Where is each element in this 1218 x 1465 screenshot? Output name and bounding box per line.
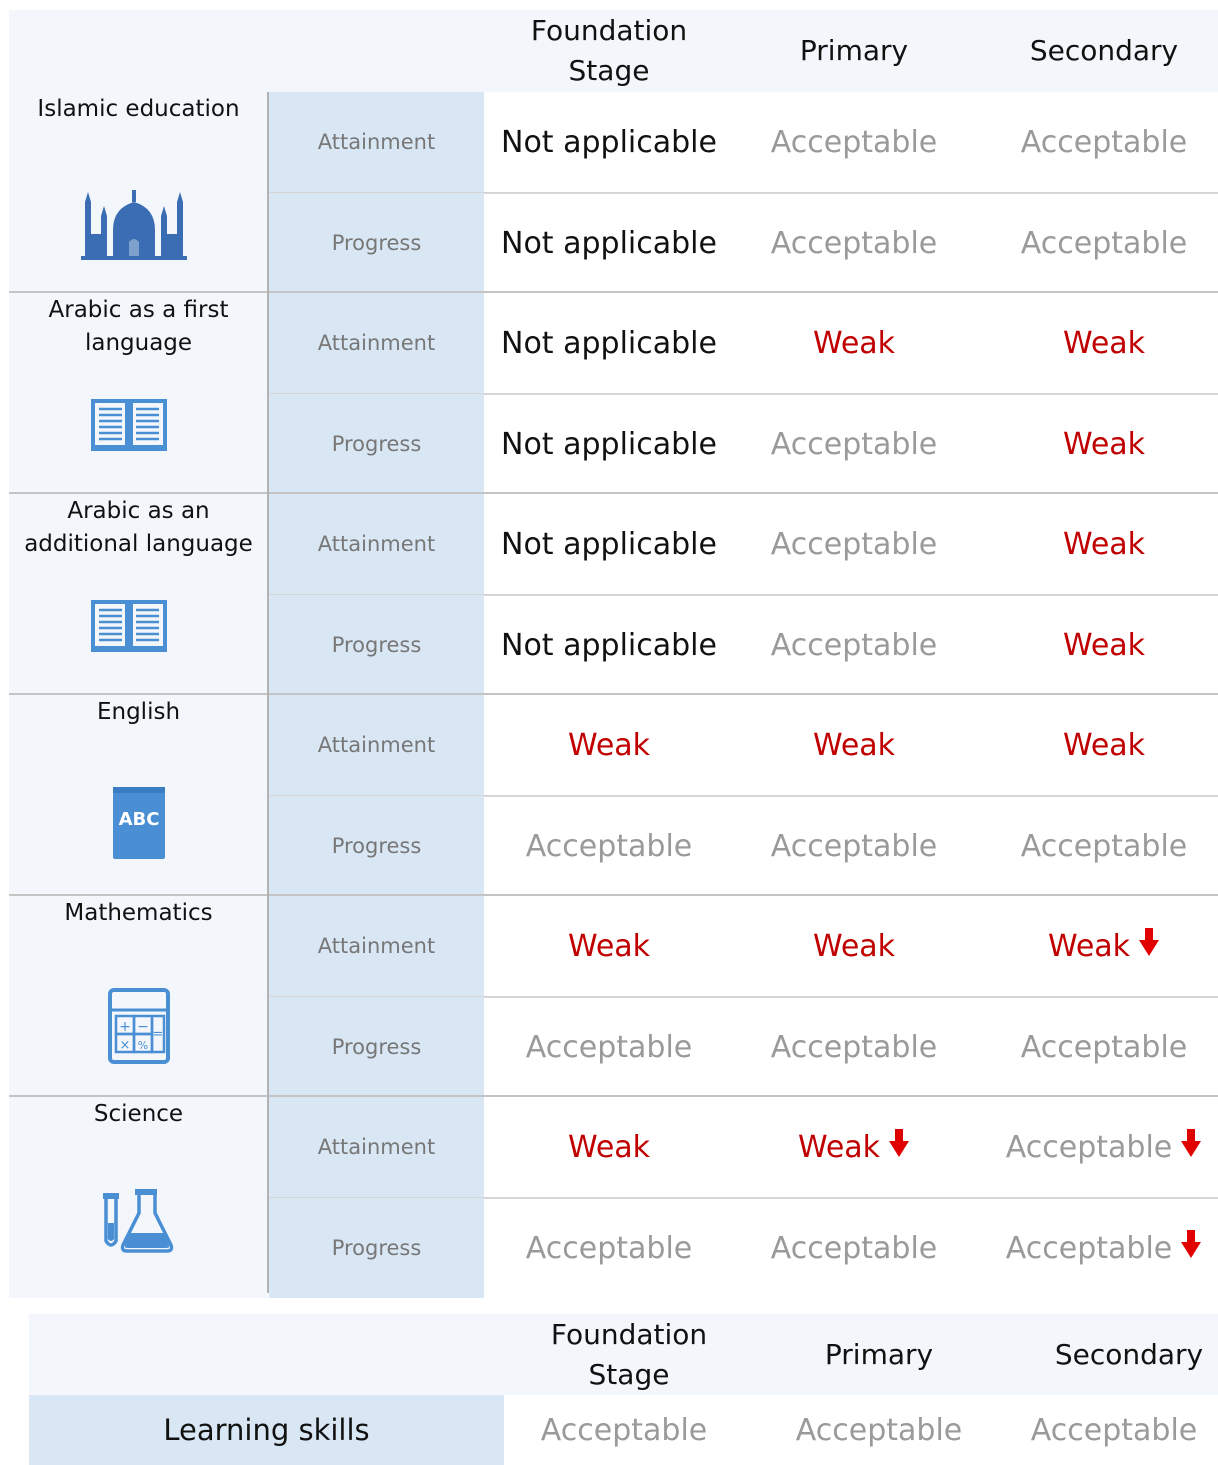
- svg-text:=: =: [152, 1027, 164, 1042]
- rating-cell: [494, 595, 724, 695]
- rating-text: Not applicable: [501, 526, 717, 562]
- subject-name: Arabic as a first language: [48, 297, 229, 356]
- rating-cell: [989, 193, 1218, 293]
- header-primary: Primary: [824, 1337, 934, 1371]
- open-book-icon: [89, 584, 179, 664]
- svg-text:×: ×: [119, 1038, 131, 1053]
- rating-text: Weak: [1062, 627, 1146, 663]
- rating-text: Weak: [567, 928, 651, 964]
- row-label-attainment: Attainment: [269, 695, 484, 795]
- rating-text: Weak: [567, 1129, 651, 1165]
- header-secondary: Secondary: [1029, 34, 1179, 67]
- learning-skills-label: Learning skills: [29, 1395, 504, 1465]
- rating-cell: [494, 293, 724, 393]
- rating-cell: [739, 193, 969, 293]
- header-foundation-stage: Foundation Stage: [550, 1317, 708, 1391]
- header-foundation-stage: Foundation Stage: [530, 14, 688, 87]
- rating-cell: [494, 1097, 724, 1197]
- learning-skills-primary: Acceptable: [795, 1412, 963, 1448]
- down-arrow-icon: [888, 1127, 910, 1159]
- rating-text: Acceptable: [770, 1029, 938, 1065]
- rating-cell: [494, 394, 724, 494]
- rating-cell: [739, 293, 969, 393]
- rating-text: Acceptable: [770, 124, 938, 160]
- row-label-progress: Progress: [269, 796, 484, 896]
- subject-cell: [9, 293, 268, 494]
- subject-name: Mathematics: [64, 900, 213, 926]
- row-label-attainment: Attainment: [269, 293, 484, 393]
- down-arrow-icon: [1180, 1127, 1202, 1159]
- header-primary: Primary: [799, 34, 909, 67]
- rating-cell: [989, 997, 1218, 1097]
- rating-cell: [989, 896, 1218, 996]
- rating-cell: [989, 293, 1218, 393]
- rating-cell: [494, 92, 724, 192]
- rating-text: Acceptable: [525, 1230, 693, 1266]
- rating-cell: [989, 494, 1218, 594]
- rating-cell: [739, 1097, 969, 1197]
- rating-cell: [494, 796, 724, 896]
- rating-text: Acceptable: [1005, 1230, 1173, 1266]
- rating-text: Weak: [812, 325, 896, 361]
- rating-cell: [739, 394, 969, 494]
- subject-name: English: [96, 699, 181, 725]
- column-divider: [267, 92, 269, 1293]
- rating-cell: [739, 494, 969, 594]
- rating-cell: [739, 695, 969, 795]
- rating-cell: [989, 796, 1218, 896]
- rating-text: Not applicable: [501, 124, 717, 160]
- header-secondary: Secondary: [1054, 1337, 1204, 1371]
- rating-cell: [739, 1198, 969, 1298]
- svg-text:%: %: [137, 1039, 149, 1052]
- rating-text: Weak: [1062, 526, 1146, 562]
- mosque-icon: [89, 182, 179, 262]
- rating-text: Acceptable: [1005, 1129, 1173, 1165]
- rating-text: Acceptable: [1020, 828, 1188, 864]
- rating-text: Weak: [812, 928, 896, 964]
- open-book-icon: [89, 383, 179, 463]
- rating-cell: [989, 92, 1218, 192]
- rating-text: Weak: [812, 727, 896, 763]
- row-label-progress: Progress: [269, 997, 484, 1097]
- rating-text: Weak: [1062, 426, 1146, 462]
- lab-flask-icon: [89, 1187, 179, 1267]
- rating-text: Not applicable: [501, 225, 717, 261]
- abc-book-icon: [89, 785, 179, 865]
- rating-cell: [494, 193, 724, 293]
- rating-text: Acceptable: [770, 526, 938, 562]
- rating-text: Weak: [797, 1129, 881, 1165]
- row-label-attainment: Attainment: [269, 896, 484, 996]
- rating-text: Not applicable: [501, 325, 717, 361]
- svg-text:ABC: ABC: [118, 809, 160, 830]
- subject-name: Islamic education: [37, 96, 240, 122]
- row-label-progress: Progress: [269, 394, 484, 494]
- rating-text: Not applicable: [501, 426, 717, 462]
- row-label-attainment: Attainment: [269, 494, 484, 594]
- subject-cell: [9, 92, 268, 293]
- down-arrow-icon: [1180, 1228, 1202, 1260]
- rating-cell: [739, 595, 969, 695]
- subject-name: Arabic as an additional language: [24, 498, 253, 557]
- rating-cell: [989, 1198, 1218, 1298]
- subject-cell: [9, 896, 268, 1097]
- rating-cell: [494, 896, 724, 996]
- learning-skills-foundation: Acceptable: [540, 1412, 708, 1448]
- subject-cell: [9, 695, 268, 896]
- learning-skills-secondary: Acceptable: [1030, 1412, 1198, 1448]
- rating-text: Acceptable: [525, 1029, 693, 1065]
- rating-text: Acceptable: [770, 426, 938, 462]
- rating-cell: [739, 92, 969, 192]
- rating-text: Acceptable: [770, 225, 938, 261]
- rating-text: Acceptable: [1020, 225, 1188, 261]
- rating-text: Acceptable: [1020, 124, 1188, 160]
- row-label-progress: Progress: [269, 193, 484, 293]
- rating-text: Not applicable: [501, 627, 717, 663]
- rating-cell: [494, 494, 724, 594]
- down-arrow-icon: [1138, 926, 1160, 958]
- row-label-progress: Progress: [269, 595, 484, 695]
- rating-cell: [739, 896, 969, 996]
- rating-text: Acceptable: [525, 828, 693, 864]
- rating-cell: [989, 1097, 1218, 1197]
- rating-cell: [739, 997, 969, 1097]
- rating-cell: [989, 695, 1218, 795]
- calculator-icon: [89, 986, 179, 1066]
- rating-text: Weak: [1047, 928, 1131, 964]
- rating-text: Weak: [1062, 325, 1146, 361]
- rating-cell: [494, 1198, 724, 1298]
- svg-text:−: −: [137, 1019, 149, 1035]
- rating-text: Acceptable: [770, 627, 938, 663]
- subject-name: Science: [93, 1101, 184, 1127]
- rating-text: Acceptable: [770, 1230, 938, 1266]
- svg-text:+: +: [119, 1019, 131, 1035]
- row-label-progress: Progress: [269, 1198, 484, 1298]
- performance-table: [9, 10, 1218, 1293]
- rating-cell: [989, 595, 1218, 695]
- rating-text: Acceptable: [770, 828, 938, 864]
- row-label-attainment: Attainment: [269, 92, 484, 192]
- learning-skills-table: [29, 1314, 1218, 1465]
- rating-text: Weak: [567, 727, 651, 763]
- rating-cell: [494, 997, 724, 1097]
- rating-text: Acceptable: [1020, 1029, 1188, 1065]
- subject-cell: [9, 1097, 268, 1298]
- rating-cell: [989, 394, 1218, 494]
- rating-cell: [494, 695, 724, 795]
- rating-cell: [739, 796, 969, 896]
- rating-text: Weak: [1062, 727, 1146, 763]
- row-label-attainment: Attainment: [269, 1097, 484, 1197]
- subject-cell: [9, 494, 268, 695]
